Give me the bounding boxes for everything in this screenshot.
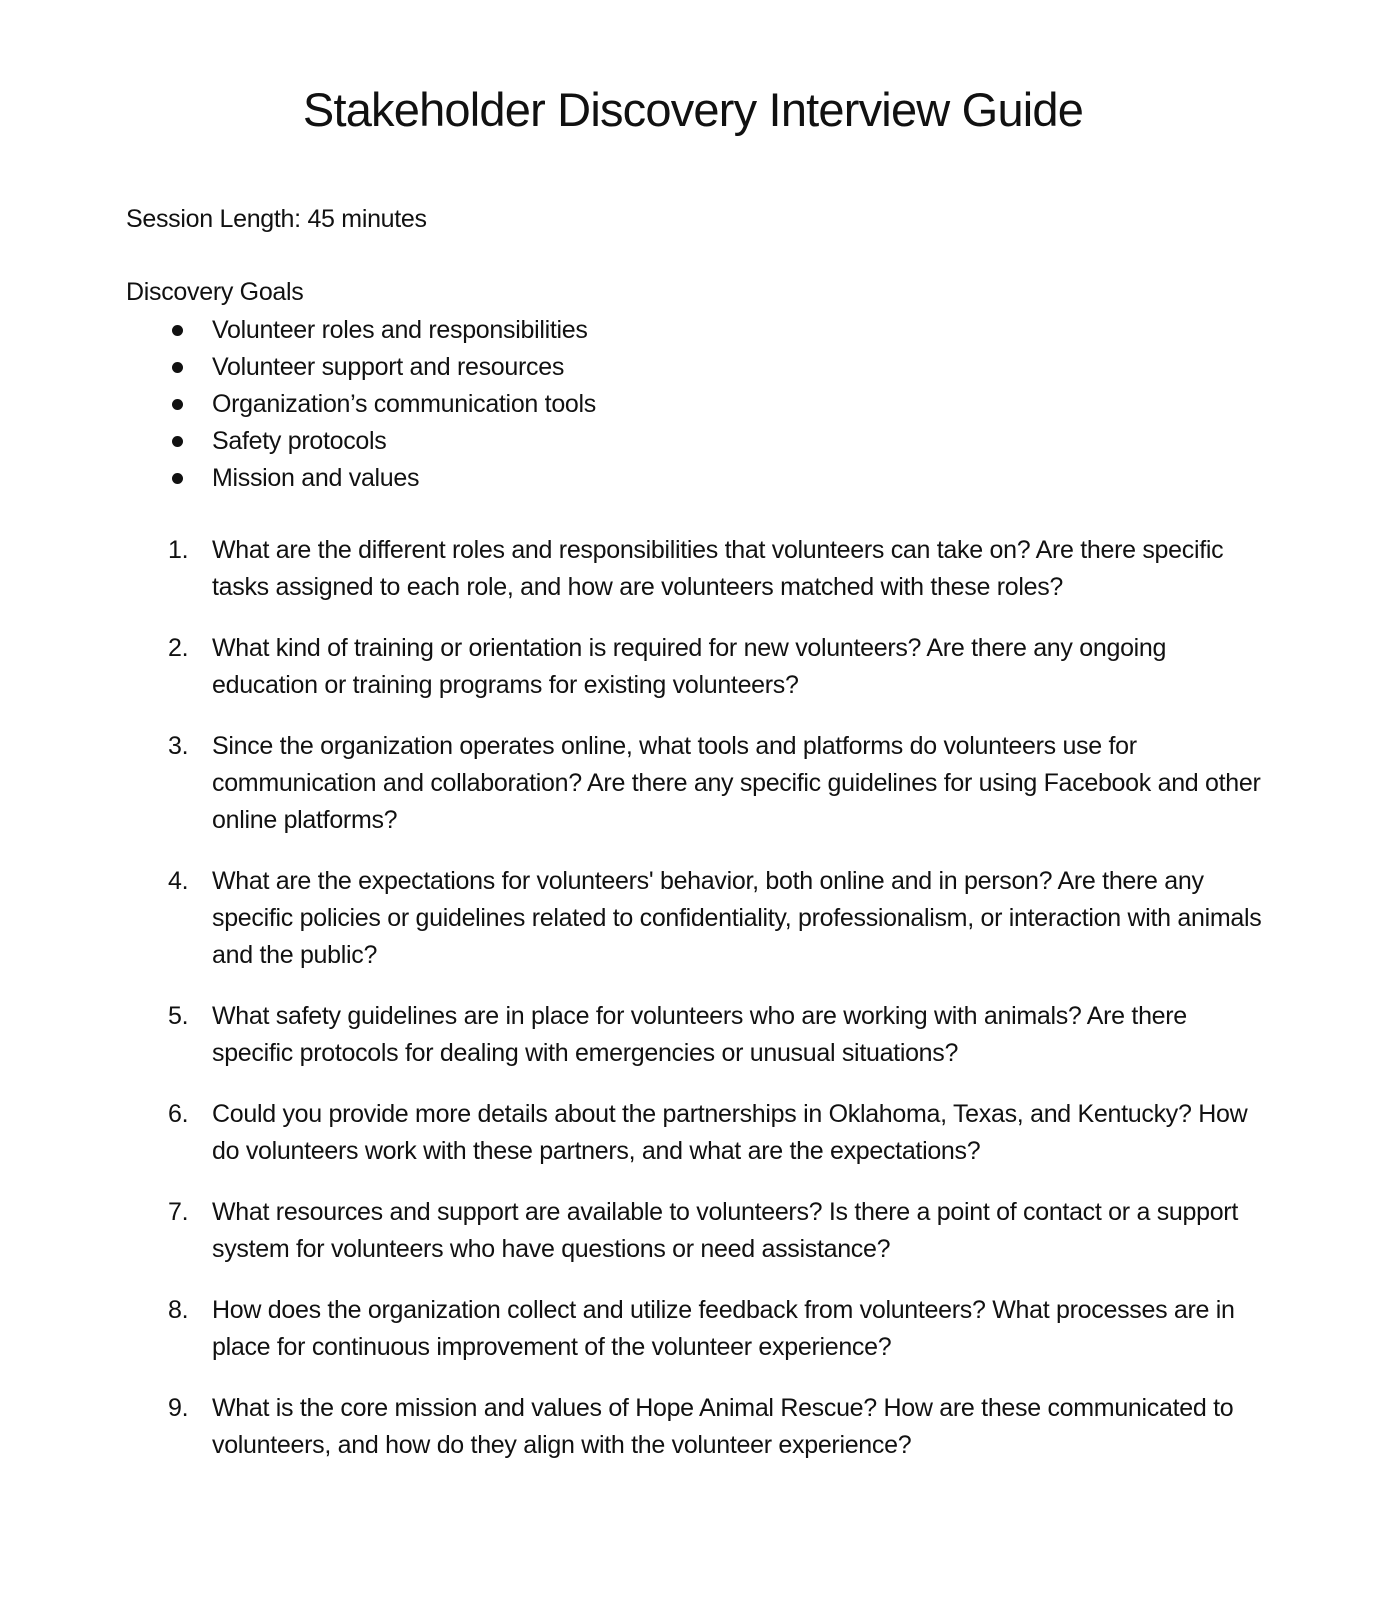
question-number: 9. <box>168 1394 189 1422</box>
bullet-icon <box>172 399 183 410</box>
goal-text: Organization’s communication tools <box>212 390 596 418</box>
bullet-icon <box>172 362 183 373</box>
question-item <box>126 1096 1266 1170</box>
list-item <box>126 312 596 349</box>
interview-questions-list <box>126 532 1266 1488</box>
question-number: 2. <box>168 634 189 662</box>
list-item <box>126 460 596 497</box>
question-text: What are the expectations for volunteers' behavior, both online and in person? Are there any specific policies or guidelines related to confidentiality, professionalism, or interaction with animals and the public? <box>212 867 1262 969</box>
question-text: What is the core mission and values of Hope Animal Rescue? How are these communicated to volunteers, and how do they align with the volunteer experience? <box>212 1394 1234 1459</box>
question-text: What are the different roles and responsibilities that volunteers can take on? Are there specific tasks assigned to each role, and how are volunteers matched with these roles? <box>212 536 1224 601</box>
question-item <box>126 630 1266 704</box>
discovery-goals-heading: Discovery Goals <box>126 278 304 306</box>
question-text: What resources and support are available to volunteers? Is there a point of contact or a support system for volunteers who have questions or need assistance? <box>212 1198 1238 1263</box>
list-item <box>126 349 596 386</box>
question-number: 5. <box>168 1002 189 1030</box>
question-item <box>126 728 1266 839</box>
question-number: 8. <box>168 1296 189 1324</box>
question-item <box>126 1194 1266 1268</box>
question-item <box>126 1292 1266 1366</box>
question-text: What safety guidelines are in place for volunteers who are working with animals? Are there specific protocols for dealing with emergencies or unusual situations? <box>212 1002 1187 1067</box>
question-text: How does the organization collect and utilize feedback from volunteers? What processes are in place for continuous improvement of the volunteer experience? <box>212 1296 1235 1361</box>
discovery-goals-list <box>126 312 596 497</box>
question-number: 3. <box>168 732 189 760</box>
page-title: Stakeholder Discovery Interview Guide <box>302 83 1084 136</box>
question-number: 4. <box>168 867 189 895</box>
question-text: Since the organization operates online, what tools and platforms do volunteers use for communication and collaboration? Are there any specific guidelines for using Facebook and other online platforms? <box>212 732 1261 834</box>
goal-text: Volunteer roles and responsibilities <box>212 316 588 344</box>
bullet-icon <box>172 325 183 336</box>
question-text: What kind of training or orientation is required for new volunteers? Are there any ongoing education or training programs for existing volunteers? <box>212 634 1167 699</box>
session-length: Session Length: 45 minutes <box>126 205 427 233</box>
goal-text: Safety protocols <box>212 427 387 455</box>
bullet-icon <box>172 436 183 447</box>
question-item <box>126 1390 1266 1464</box>
question-number: 1. <box>168 536 189 564</box>
question-number: 6. <box>168 1100 189 1128</box>
bullet-icon <box>172 473 183 484</box>
question-item <box>126 863 1266 974</box>
question-item <box>126 532 1266 606</box>
goal-text: Mission and values <box>212 464 420 492</box>
list-item <box>126 386 596 423</box>
question-text: Could you provide more details about the partnerships in Oklahoma, Texas, and Kentucky? How do volunteers work with these partners, and what are the expectations? <box>212 1100 1248 1165</box>
question-item <box>126 998 1266 1072</box>
list-item <box>126 423 596 460</box>
question-number: 7. <box>168 1198 189 1226</box>
goal-text: Volunteer support and resources <box>212 353 565 381</box>
